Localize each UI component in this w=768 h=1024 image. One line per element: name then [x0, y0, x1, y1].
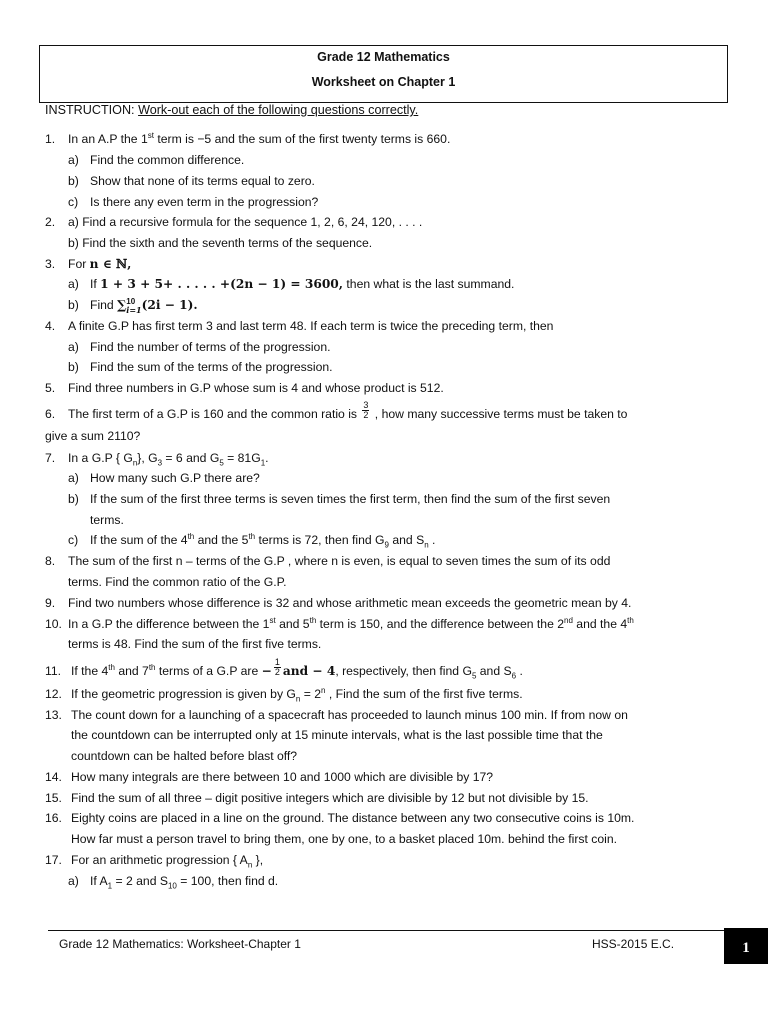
part-text: If the sum of the first three terms is seven times the first term, then find the sum of the first seven	[90, 492, 611, 506]
q10-text: In a G.P the difference between the 1	[68, 617, 270, 631]
part-label: a)	[68, 874, 79, 888]
question-number: 5.	[45, 381, 56, 395]
subscript: 1	[107, 881, 113, 891]
question-number: 17.	[45, 853, 62, 867]
superscript: th	[309, 615, 317, 625]
subscript: 9	[384, 540, 389, 550]
q15-stem: Find the sum of all three – digit positive integers which are divisible by 12 but not divisible by 15.	[71, 791, 589, 805]
q17-part-a	[68, 873, 279, 891]
question-16	[45, 810, 635, 826]
title-box	[39, 45, 728, 103]
question-1	[45, 130, 451, 147]
part-text: If the sum of the 4	[90, 533, 188, 547]
q1-stem-end: term is −5 and the sum of the first twenty terms is 660.	[153, 132, 451, 146]
question-6	[45, 400, 628, 422]
q7-text: = 81G	[223, 451, 261, 465]
q14-stem: How many integrals are there between 10 and 1000 which are divisible by 17?	[71, 770, 494, 784]
q1-stem: In an A.P the 1	[68, 132, 148, 146]
superscript: st	[269, 615, 276, 625]
q11-text: If the 4	[71, 664, 109, 678]
q2-part-a: a) Find a recursive formula for the sequence 1, 2, 6, 24, 120, . . . .	[68, 215, 423, 229]
subscript: 10	[167, 881, 177, 891]
part-label: c)	[68, 533, 79, 547]
q10-text: term is 150, and the difference between the 2	[316, 617, 565, 631]
part-text-end: then what is the last summand.	[343, 277, 515, 291]
subscript: 3	[157, 458, 163, 468]
question-number: 4.	[45, 319, 56, 333]
q4-part-b	[68, 359, 333, 375]
question-number: 13.	[45, 708, 62, 722]
document-title: Grade 12 Mathematics	[317, 50, 450, 64]
superscript: th	[627, 615, 634, 625]
minus-sign: −	[261, 664, 272, 678]
part-text: terms is 72, then find G	[255, 533, 385, 547]
q11-text: and S	[476, 664, 512, 678]
part-label: c)	[68, 195, 79, 209]
superscript: th	[148, 662, 156, 672]
question-4	[45, 318, 554, 334]
subscript: n	[424, 540, 429, 550]
q11-math: and − 4	[282, 664, 336, 678]
denominator: 2	[274, 667, 280, 678]
question-2	[45, 214, 423, 230]
subscript: n	[132, 458, 138, 468]
q6-stem: The first term of a G.P is 160 and the common ratio is	[68, 407, 361, 421]
question-9	[45, 595, 632, 611]
question-number: 11.	[45, 664, 62, 678]
question-5	[45, 380, 444, 396]
q9-stem: Find two numbers whose difference is 32 and whose arithmetic mean exceeds the geometric mean by 4.	[68, 596, 632, 610]
subscript: 6	[511, 671, 517, 681]
q4-stem: A finite G.P has first term 3 and last term 48. If each term is twice the preceding term, then	[68, 319, 554, 333]
question-number: 3.	[45, 257, 56, 271]
q3-math: n ∈ ℕ,	[89, 257, 132, 271]
instruction-text: Work-out each of the following questions correctly.	[138, 103, 419, 117]
q12-text: = 2	[300, 687, 322, 701]
q10-text: and the 4	[572, 617, 628, 631]
page-number: 1	[724, 928, 768, 964]
question-number: 14.	[45, 770, 62, 784]
question-7	[45, 450, 269, 468]
subscript: 5	[219, 458, 224, 468]
q1-part-a	[68, 152, 245, 168]
part-label: b)	[68, 360, 79, 374]
part-text: Find the sum of the terms of the progression.	[90, 360, 333, 374]
part-label: b)	[68, 298, 79, 312]
part-text: and the 5	[194, 533, 249, 547]
sigma-lower: i=1	[126, 304, 142, 315]
q16-line-1: Eighty coins are placed in a line on the ground. The distance between any two consecutive coins is 10m.	[71, 811, 635, 825]
part-text: = 2 and S	[112, 874, 168, 888]
sigma-term: (2i − 1).	[141, 298, 198, 312]
part-text: If	[90, 277, 101, 291]
question-number: 2.	[45, 215, 56, 229]
q12-text: , Find the sum of the first five terms.	[325, 687, 523, 701]
part-text: Find	[90, 298, 118, 312]
sigma-upper: 10	[126, 296, 136, 306]
superscript: n	[321, 685, 326, 695]
question-number: 15.	[45, 791, 62, 805]
question-number: 10.	[45, 617, 62, 631]
q7-text: }, G	[137, 451, 158, 465]
subscript: 1	[260, 458, 266, 468]
footer-title: Grade 12 Mathematics: Worksheet-Chapter 1	[59, 937, 301, 951]
q7-text: In a G.P { G	[68, 451, 133, 465]
q2-part-b: b) Find the sixth and the seventh terms of the sequence.	[68, 236, 373, 250]
subscript: 5	[471, 671, 477, 681]
question-8	[45, 553, 611, 569]
numerator: 1	[274, 657, 280, 668]
q11-text: and 7	[114, 664, 149, 678]
q3-part-b	[68, 296, 198, 315]
instruction	[45, 103, 418, 117]
q7-part-b	[68, 491, 611, 507]
question-number: 12.	[45, 687, 62, 701]
q6-continuation: give a sum 2110?	[45, 429, 141, 443]
document-subtitle: Worksheet on Chapter 1	[311, 75, 456, 89]
question-13	[45, 707, 628, 723]
denominator: 2	[363, 410, 369, 421]
q17-text: },	[252, 853, 264, 867]
q3-stem: For	[68, 257, 90, 271]
part-text: If A	[90, 874, 108, 888]
q13-line-3: countdown can be halted before blast off?	[71, 749, 298, 763]
question-10	[45, 615, 634, 632]
q11-text: terms of a G.P are	[155, 664, 262, 678]
superscript: nd	[564, 615, 573, 625]
question-number: 7.	[45, 451, 56, 465]
fraction	[274, 658, 281, 677]
q3-part-a	[68, 276, 515, 292]
part-text: = 100, then find d.	[176, 874, 279, 888]
part-text: Is there any even term in the progression?	[90, 195, 319, 209]
q11-text: .	[516, 664, 523, 678]
part-text: How many such G.P there are?	[90, 471, 260, 485]
q1-part-b	[68, 173, 315, 189]
superscript: th	[108, 662, 115, 672]
q13-line-1: The count down for a launching of a spacecraft has proceeded to launch minus 100 min. If from now on	[71, 708, 628, 722]
fraction	[362, 401, 369, 420]
q7-part-a	[68, 470, 260, 486]
part-label: b)	[68, 174, 79, 188]
footer-divider	[48, 930, 726, 931]
part-text: Find the common difference.	[90, 153, 245, 167]
q6-stem-end: , how many successive terms must be taken to	[371, 407, 628, 421]
superscript: th	[187, 531, 195, 541]
question-12	[45, 685, 523, 704]
numerator: 3	[363, 400, 369, 411]
part-label: a)	[68, 340, 79, 354]
question-15	[45, 790, 589, 806]
question-11	[45, 657, 523, 681]
part-text: Find the number of terms of the progression.	[90, 340, 331, 354]
question-number: 6.	[45, 407, 56, 421]
subscript: n	[247, 860, 253, 870]
q7-part-c	[68, 531, 436, 550]
q13-line-2: the countdown can be interrupted only at 15 minute intervals, what is the last possible time that the	[71, 728, 603, 742]
sigma-symbol: ∑	[117, 298, 127, 312]
part-text: .	[428, 533, 436, 547]
subscript: n	[295, 694, 301, 704]
q7-text: = 6 and G	[162, 451, 220, 465]
q10-text: and 5	[275, 617, 310, 631]
question-17	[45, 852, 264, 870]
part-text: and S	[388, 533, 425, 547]
superscript: th	[248, 531, 256, 541]
question-14	[45, 769, 494, 785]
q8-line-2: terms. Find the common ratio of the G.P.	[68, 575, 287, 589]
q1-sup: st	[147, 130, 154, 140]
q3a-math: 1 + 3 + 5+ . . . . . +(2n − 1) = 3600,	[100, 277, 344, 291]
footer-code: HSS-2015 E.C.	[592, 937, 675, 951]
q1-part-c	[68, 194, 319, 210]
q4-part-a	[68, 339, 331, 355]
q7-part-b-continuation: terms.	[90, 513, 124, 527]
q11-text: , respectively, then find G	[335, 664, 472, 678]
part-label: a)	[68, 153, 79, 167]
q17-text: For an arithmetic progression { A	[71, 853, 248, 867]
part-label: b)	[68, 492, 79, 506]
q8-line-1: The sum of the first n – terms of the G.P , where n is even, is equal to seven times the sum of its odd	[68, 554, 611, 568]
question-number: 16.	[45, 811, 62, 825]
part-text: Show that none of its terms equal to zero.	[90, 174, 315, 188]
question-number: 9.	[45, 596, 56, 610]
part-label: a)	[68, 277, 79, 291]
q7-text: .	[265, 451, 269, 465]
part-label: a)	[68, 471, 79, 485]
q10-line-2: terms is 48. Find the sum of the first five terms.	[68, 637, 322, 651]
instruction-label: INSTRUCTION:	[45, 103, 135, 117]
question-number: 8.	[45, 554, 56, 568]
q5-stem: Find three numbers in G.P whose sum is 4 and whose product is 512.	[68, 381, 444, 395]
q12-text: If the geometric progression is given by G	[71, 687, 296, 701]
q16-line-2: How far must a person travel to bring them, one by one, to a basket placed 10m. behind the first coin.	[71, 832, 618, 846]
question-3	[45, 256, 132, 272]
question-number: 1.	[45, 132, 56, 146]
